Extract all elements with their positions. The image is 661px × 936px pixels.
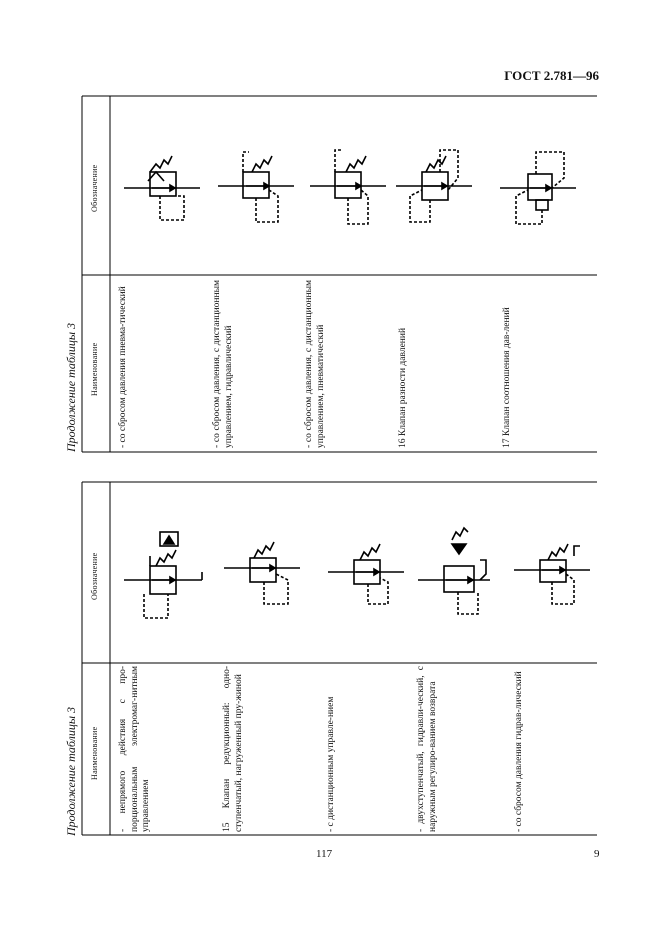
col-header-symbol: Обозначение bbox=[90, 164, 99, 212]
standard-number: ГОСТ 2.781—96 bbox=[504, 68, 599, 83]
valve-symbol-1 bbox=[124, 156, 200, 220]
table-row-name: - двухступенчатый, гидравли-ческий, с наружным регулиро-ванием возврата bbox=[416, 666, 438, 832]
continuation-label-right: Продолжение таблицы 3 bbox=[64, 322, 78, 452]
table-row-name: - непрямого действия с про-порциональным электромаг-нитным управлением bbox=[118, 666, 151, 832]
valve-symbol-6 bbox=[124, 532, 202, 618]
page-number: 9 bbox=[594, 848, 600, 860]
valve-symbol-2 bbox=[218, 152, 294, 222]
valve-symbol-3 bbox=[310, 150, 386, 224]
table-row-name: - со сбросом давления пневма-тический bbox=[118, 286, 128, 448]
col-header-name: Наименование bbox=[90, 726, 99, 780]
valve-symbol-7 bbox=[224, 542, 300, 604]
valve-symbol-5 bbox=[500, 152, 576, 224]
table-row-name: 16 Клапан разности давлений bbox=[398, 327, 408, 448]
valve-symbol-4 bbox=[396, 150, 472, 222]
continuation-label-left: Продолжение таблицы 3 bbox=[64, 706, 78, 836]
table-row-name: - с дистанционным управле-нием bbox=[326, 696, 336, 832]
valve-symbol-9 bbox=[418, 528, 490, 614]
col-header-symbol: Обозначение bbox=[90, 552, 99, 600]
table-row-name: 15 Клапан редукционный: одно-ступенчатый, нагруженный пру-жиной bbox=[222, 666, 244, 832]
valve-symbol-8 bbox=[328, 544, 404, 604]
page-number-center: 117 bbox=[316, 848, 333, 860]
table-row-name: - со сбросом давления гидрав-лический bbox=[514, 671, 524, 832]
table-row-name: - со сбросом давления, с дистанционным управлением, гидравлический bbox=[212, 280, 234, 448]
table-row-name: - со сбросом давления, с дистанционным управлением, пневматический bbox=[304, 280, 326, 448]
table-row-name: 17 Клапан соотношения дав-лений bbox=[502, 307, 512, 448]
valve-symbol-10 bbox=[514, 544, 590, 604]
col-header-name: Наименование bbox=[90, 342, 99, 396]
